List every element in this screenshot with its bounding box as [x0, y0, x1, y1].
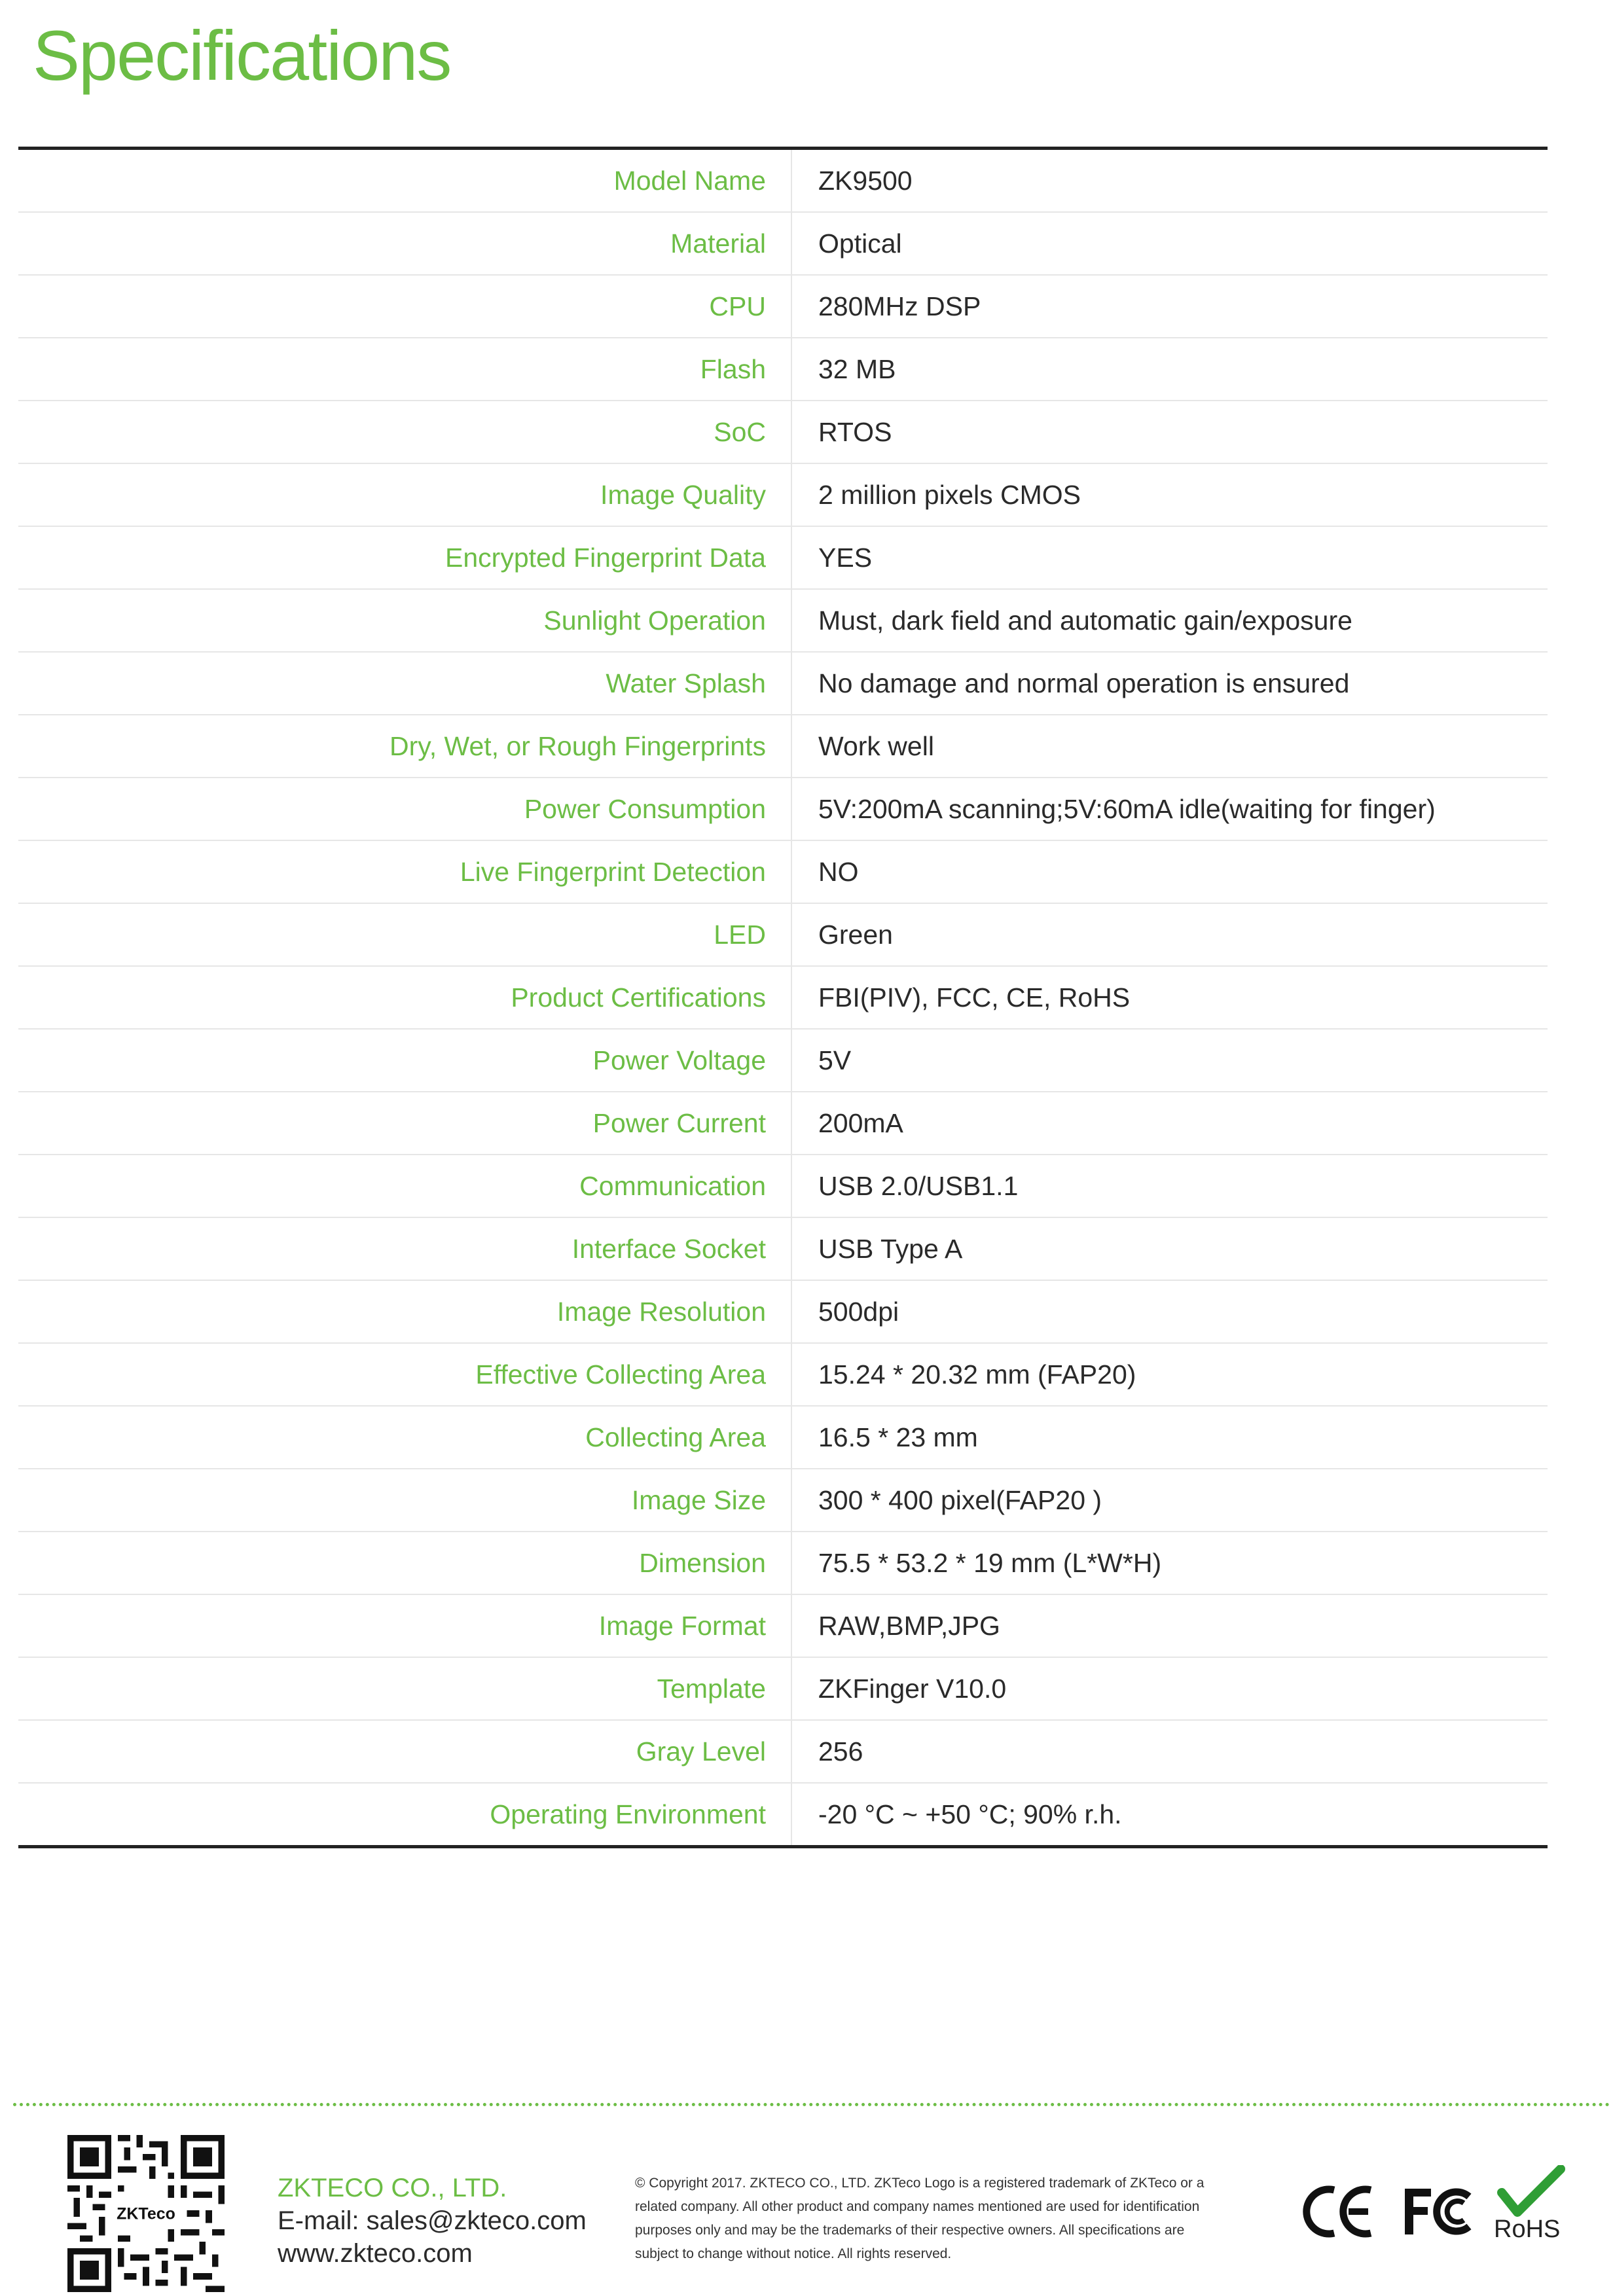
- spec-label: Sunlight Operation: [18, 589, 791, 652]
- spec-value: RTOS: [791, 401, 1548, 463]
- spec-label: Flash: [18, 338, 791, 401]
- spec-value: 16.5 * 23 mm: [791, 1406, 1548, 1469]
- spec-value: ZKFinger V10.0: [791, 1657, 1548, 1720]
- spec-label: Image Format: [18, 1594, 791, 1657]
- spec-value: No damage and normal operation is ensured: [791, 652, 1548, 715]
- spec-row: [18, 589, 1548, 652]
- dotted-divider: [13, 2103, 1610, 2106]
- spec-label: Collecting Area: [18, 1406, 791, 1469]
- copyright-notice: [635, 2172, 1211, 2266]
- spec-value: Green: [791, 903, 1548, 966]
- spec-label: LED: [18, 903, 791, 966]
- spec-value: 256: [791, 1720, 1548, 1783]
- spec-label: Water Splash: [18, 652, 791, 715]
- spec-row: [18, 275, 1548, 338]
- spec-label: Gray Level: [18, 1720, 791, 1783]
- spec-label: Dimension: [18, 1532, 791, 1594]
- spec-row: [18, 1657, 1548, 1720]
- spec-row: [18, 1280, 1548, 1343]
- spec-value: -20 °C ~ +50 °C; 90% r.h.: [818, 1799, 1122, 1829]
- copyright-line: purposes only and may be the trademarks of their respective owners. All specifications are: [635, 2223, 1185, 2238]
- spec-value: Work well: [791, 715, 1548, 778]
- spec-label: Power Current: [18, 1092, 791, 1155]
- spec-row: [18, 463, 1548, 526]
- rohs-checkmark-icon: [1493, 2165, 1570, 2263]
- spec-label: Effective Collecting Area: [18, 1343, 791, 1406]
- spec-row: [18, 778, 1548, 840]
- copyright-line: © Copyright 2017. ZKTECO CO., LTD. ZKTeco Logo is a registered trademark of ZKTeco or a: [635, 2176, 1205, 2191]
- spec-value: 5V:200mA scanning;5V:60mA idle(waiting for finger): [791, 778, 1548, 840]
- spec-label: Power Voltage: [18, 1029, 791, 1092]
- spec-value: 2 million pixels CMOS: [791, 463, 1548, 526]
- spec-value: 5V: [791, 1029, 1548, 1092]
- qr-code: [67, 2135, 225, 2292]
- spec-value: USB Type A: [791, 1217, 1548, 1280]
- spec-value: ZK9500: [791, 149, 1548, 213]
- spec-label: CPU: [18, 275, 791, 338]
- spec-row: [18, 526, 1548, 589]
- spec-label: Interface Socket: [18, 1217, 791, 1280]
- spec-value: Must, dark field and automatic gain/exposure: [791, 589, 1548, 652]
- spec-label: Image Size: [18, 1469, 791, 1532]
- company-name: ZKTECO CO., LTD.: [278, 2174, 507, 2202]
- spec-row: [18, 1217, 1548, 1280]
- spec-value: FBI(PIV), FCC, CE, RoHS: [791, 966, 1548, 1029]
- spec-row: [18, 903, 1548, 966]
- spec-row: [18, 652, 1548, 715]
- qr-logo: ZKTeco: [117, 2204, 175, 2223]
- spec-label: Dry, Wet, or Rough Fingerprints: [18, 715, 791, 778]
- copyright-line: related company. All other product and company names mentioned are used for identification: [635, 2199, 1200, 2214]
- spec-value: 500dpi: [791, 1280, 1548, 1343]
- spec-row: [18, 1532, 1548, 1594]
- spec-row: [18, 840, 1548, 903]
- spec-row: [18, 1469, 1548, 1532]
- spec-label: Product Certifications: [18, 966, 791, 1029]
- spec-value: 200mA: [791, 1092, 1548, 1155]
- page-title: Specifications: [33, 16, 451, 95]
- spec-label: Encrypted Fingerprint Data: [18, 526, 791, 589]
- spec-row: [18, 1406, 1548, 1469]
- company-website[interactable]: www.zkteco.com: [278, 2239, 473, 2268]
- spec-row: [18, 1783, 1548, 1847]
- spec-value: Optical: [791, 212, 1548, 275]
- spec-label: Communication: [18, 1155, 791, 1217]
- spec-row: [18, 401, 1548, 463]
- spec-row: [18, 715, 1548, 778]
- spec-row: [18, 1029, 1548, 1092]
- fcc-certification-icon: [1401, 2179, 1479, 2244]
- spec-value: 300 * 400 pixel(FAP20 ): [791, 1469, 1548, 1532]
- spec-label: Model Name: [18, 149, 791, 213]
- spec-row: [18, 338, 1548, 401]
- spec-row: [18, 1155, 1548, 1217]
- spec-row: [18, 1720, 1548, 1783]
- spec-row: [18, 1594, 1548, 1657]
- spec-label: Power Consumption: [18, 778, 791, 840]
- spec-value: 15.24 * 20.32 mm (FAP20): [791, 1343, 1548, 1406]
- spec-label: SoC: [18, 401, 791, 463]
- spec-label: Material: [18, 212, 791, 275]
- spec-row: [18, 149, 1548, 213]
- ce-certification-icon: [1303, 2179, 1376, 2244]
- spec-value: NO: [791, 840, 1548, 903]
- spec-row: [18, 212, 1548, 275]
- spec-label: Image Resolution: [18, 1280, 791, 1343]
- spec-row: [18, 1343, 1548, 1406]
- spec-row: [18, 966, 1548, 1029]
- company-email[interactable]: E-mail: sales@zkteco.com: [278, 2206, 587, 2235]
- specifications-table: [18, 147, 1548, 1848]
- company-info: [278, 2172, 587, 2270]
- spec-label: Live Fingerprint Detection: [18, 840, 791, 903]
- copyright-line: subject to change without notice. All rights reserved.: [635, 2246, 952, 2261]
- rohs-label: RoHS: [1494, 2215, 1561, 2243]
- spec-value: 75.5 * 53.2 * 19 mm (L*W*H): [791, 1532, 1548, 1594]
- spec-value: RAW,BMP,JPG: [791, 1594, 1548, 1657]
- spec-value: USB 2.0/USB1.1: [791, 1155, 1548, 1217]
- spec-label: Template: [18, 1657, 791, 1720]
- spec-value: 280MHz DSP: [791, 275, 1548, 338]
- spec-label: Image Quality: [18, 463, 791, 526]
- spec-value: 32 MB: [791, 338, 1548, 401]
- spec-row: [18, 1092, 1548, 1155]
- specifications-body: [18, 149, 1548, 1847]
- spec-label: Operating Environment: [18, 1783, 791, 1847]
- spec-value: YES: [791, 526, 1548, 589]
